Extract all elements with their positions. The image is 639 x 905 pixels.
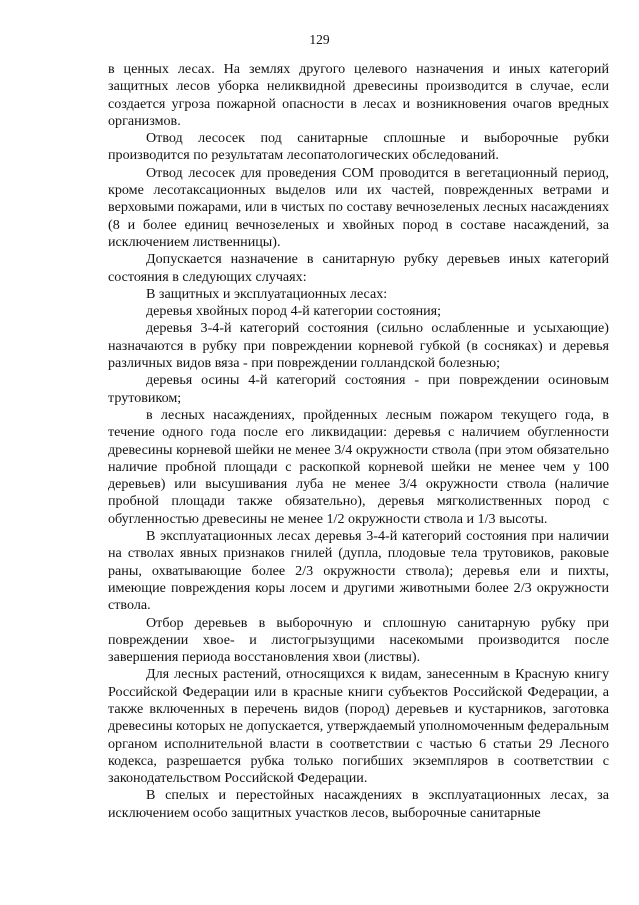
paragraph: В защитных и эксплуатационных лесах:	[146, 285, 388, 302]
paragraph: В эксплуатационных лесах деревья 3-4-й категорий состояния при наличии на стволах явных признаков гнилей (дупла, плодовые тела трутовиков, раковые раны, охватывающие более 2/3 окружности ствола); деревья ели и пихты, имеющие повреждения коры лосем и другими животными более 2/3 окружности ствола.	[108, 528, 609, 614]
paragraph: Отвод лесосек для проведения СОМ проводится в вегетационный период, кроме лесотаксационных выделов или их частей, поврежденных ветрами и верховыми пожарами, или в чистых по составу вечнозеленых лесных насаждениях (8 и более единиц вечнозеленых и хвойных пород в составе насаждений, за исключением лиственницы).	[108, 164, 609, 250]
paragraph: В спелых и перестойных насаждениях в эксплуатационных лесах, за исключением особо защитных участков лесов, выборочные санитарные	[108, 787, 609, 821]
paragraph: Отвод лесосек под санитарные сплошные и выборочные рубки производится по результатам лесопатологических обследований.	[108, 130, 609, 164]
paragraph: деревья хвойных пород 4-й категории состояния;	[146, 303, 442, 320]
paragraph: в лесных насаждениях, пройденных лесным пожаром текущего года, в течение одного года после его ликвидации: деревья с наличием обугленности древесины корневой шейки не менее 3/4 окружности ствола (при этом обязательно наличие пробной площади с раскопкой корневой шейки не менее чем у 100 деревьев) или высушивания луба не менее 3/4 окружности ствола (наличие пробной площади также обязательно), деревья мягколиственных пород с обугленностью древесины не менее 1/2 окружности ствола и 1/3 высоты.	[108, 406, 609, 527]
paragraph: деревья 3-4-й категорий состояния (сильно ослабленные и усыхающие) назначаются в рубку при повреждении корневой губкой (в сосняках) и деревья различных видов вяза - при повреждении голландской болезнью;	[108, 320, 609, 372]
page-number: 129	[309, 32, 330, 47]
paragraph: в ценных лесах. На землях другого целевого назначения и иных категорий защитных лесов уборка неликвидной древесины производится в случае, если создается угроза пожарной опасности в лесах и возникновения очагов вредных организмов.	[108, 61, 609, 129]
body-text	[108, 61, 609, 822]
paragraph: деревья осины 4-й категорий состояния - при повреждении осиновым трутовиком;	[108, 372, 609, 406]
paragraph: Допускается назначение в санитарную рубку деревьев иных категорий состояния в следующих случаях:	[108, 251, 609, 285]
paragraph: Для лесных растений, относящихся к видам, занесенным в Красную книгу Российской Федерации или в красные книги субъектов Российской Федерации, а также включенных в перечень видов (пород) деревьев и кустарников, заготовка древесины которых не допускается, утверждаемый уполномоченным федеральным органом исполнительной власти в соответствии с частью 6 статьи 29 Лесного кодекса, разрешается рубка только погибших экземпляров в соответствии с законодательством Российской Федерации.	[108, 666, 609, 787]
paragraph: Отбор деревьев в выборочную и сплошную санитарную рубку при повреждении хвое- и листогрызущими насекомыми производится после завершения периода восстановления хвои (листвы).	[108, 614, 609, 666]
